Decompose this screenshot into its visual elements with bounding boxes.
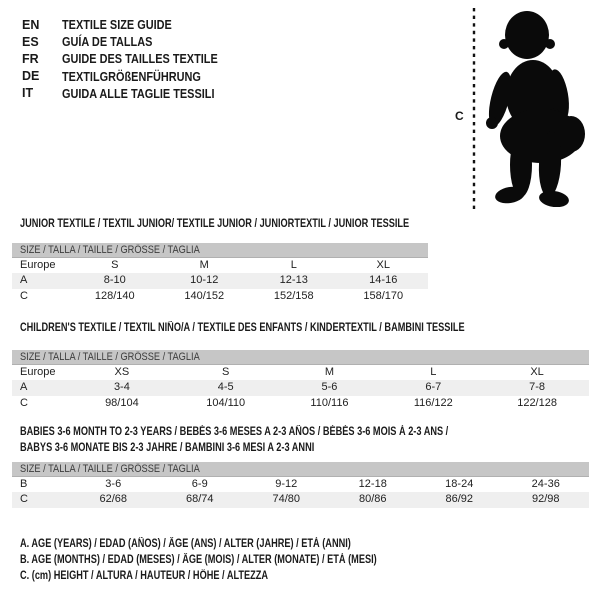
- baby-silhouette-icon: [483, 9, 595, 207]
- size-cell: 6-7: [425, 381, 442, 393]
- language-title: [62, 69, 227, 84]
- size-cell: L: [430, 365, 437, 378]
- size-cell: 158/170: [363, 289, 404, 302]
- size-cell: L: [290, 258, 297, 271]
- language-title-text: TEXTILE SIZE GUIDE: [62, 17, 172, 33]
- footnote-text: C. (cm) HEIGHT / ALTURA / HAUTEUR / HÖHE / ALTEZZA: [20, 569, 269, 582]
- language-row: [22, 16, 247, 33]
- size-header-text: SIZE / TALLA / TAILLE / GRÖSSE / TAGLIA: [20, 351, 200, 363]
- row-label: A: [20, 381, 28, 393]
- size-cell: 12-13: [279, 274, 308, 286]
- section-title-line: [20, 217, 506, 233]
- size-cell: 14-16: [369, 274, 398, 286]
- size-cell: 98/104: [105, 396, 139, 409]
- row-label: A: [20, 274, 28, 286]
- babies-size-table: [12, 462, 589, 508]
- language-title-text: GUIDE DES TAILLES TEXTILE: [62, 51, 218, 67]
- children-section-title: [20, 321, 576, 337]
- size-header-bar: [12, 350, 589, 365]
- table-row: [12, 477, 589, 493]
- size-cell: M: [199, 258, 209, 271]
- footnotes: [20, 537, 466, 584]
- language-title: [62, 86, 244, 101]
- language-code: DE: [22, 69, 40, 84]
- size-cell: 3-4: [113, 381, 130, 393]
- size-cell: 7-8: [529, 381, 546, 393]
- row-label: C: [20, 493, 28, 505]
- size-cell: XS: [114, 365, 130, 378]
- junior-size-table: [12, 243, 428, 304]
- size-cell: 80/86: [358, 493, 387, 505]
- language-title-text: GUÍA DE TALLAS: [62, 34, 153, 50]
- section-title-line: [20, 441, 555, 457]
- footnote-line: [20, 537, 466, 553]
- size-cell: 3-6: [105, 477, 122, 490]
- children-size-table: [12, 350, 589, 411]
- size-cell: 18-24: [445, 477, 474, 490]
- size-cell: 12-18: [358, 477, 387, 490]
- size-cell: XL: [376, 258, 390, 271]
- size-cell: 5-6: [321, 381, 338, 393]
- size-cell: 62/68: [99, 493, 128, 505]
- size-cell: S: [222, 365, 230, 378]
- size-cell: 24-36: [531, 477, 560, 490]
- table-row: [12, 273, 428, 289]
- size-cell: 8-10: [103, 274, 126, 286]
- language-title-text: TEXTILGRÖßENFÜHRUNG: [62, 68, 201, 84]
- language-row: [22, 50, 247, 67]
- footnote-line: [20, 553, 466, 569]
- junior-section-title: [20, 217, 506, 233]
- size-cell: 74/80: [272, 493, 301, 505]
- section-title-line: [20, 425, 555, 441]
- language-title: [62, 34, 170, 49]
- size-cell: 6-9: [191, 477, 208, 490]
- language-row: [22, 33, 247, 50]
- table-row: [12, 396, 589, 412]
- size-cell: S: [111, 258, 119, 271]
- size-cell: 128/140: [94, 289, 135, 302]
- language-code: FR: [22, 51, 39, 66]
- size-header-bar: [12, 243, 428, 258]
- section-title-text: BABYS 3-6 MONATE BIS 2-3 JAHRE / BAMBINI 3-6 MESI A 2-3 ANNI: [20, 441, 315, 454]
- size-header-bar: [12, 462, 589, 477]
- size-cell: 122/128: [517, 396, 557, 409]
- row-label: B: [20, 477, 28, 490]
- table-row: [12, 365, 589, 381]
- size-cell: 9-12: [275, 477, 298, 490]
- language-row: [22, 85, 247, 102]
- language-title: [62, 17, 193, 32]
- height-measure-label: C: [455, 109, 464, 123]
- section-title-text: CHILDREN'S TEXTILE / TEXTIL NIÑO/A / TEXTILE DES ENFANTS / KINDERTEXTIL / BAMBINI TESSILE: [20, 322, 465, 334]
- size-cell: 92/98: [531, 493, 560, 505]
- language-code: IT: [22, 86, 34, 101]
- babies-section-title: [20, 425, 555, 456]
- table-row: [12, 380, 589, 396]
- size-header-text: SIZE / TALLA / TAILLE / GRÖSSE / TAGLIA: [20, 463, 200, 475]
- size-cell: 140/152: [184, 289, 225, 302]
- size-cell: 68/74: [185, 493, 214, 505]
- table-row: [12, 492, 589, 508]
- size-cell: 152/158: [273, 289, 314, 302]
- row-label: Europe: [20, 258, 56, 271]
- size-cell: 116/122: [413, 396, 453, 409]
- size-cell: 10-12: [190, 274, 219, 286]
- size-cell: 4-5: [217, 381, 234, 393]
- row-label: Europe: [20, 365, 56, 378]
- language-code: EN: [22, 17, 40, 32]
- row-label: C: [20, 289, 28, 302]
- section-title-line: [20, 321, 576, 337]
- row-label: C: [20, 396, 28, 409]
- section-title-text: BABIES 3-6 MONTH TO 2-3 YEARS / BEBÉS 3-6 MESES A 2-3 AÑOS / BÉBÉS 3-6 MOIS À 2-3 ANS /: [20, 426, 449, 438]
- footnote-text: A. AGE (YEARS) / EDAD (AÑOS) / ÂGE (ANS) / ALTER (JAHRE) / ETÀ (ANNI): [20, 538, 351, 550]
- language-title-text: GUIDA ALLE TAGLIE TESSILI: [62, 85, 215, 101]
- footnote-text: B. AGE (MONTHS) / EDAD (MESES) / ÂGE (MOIS) / ALTER (MONATE) / ETÀ (MESI): [20, 553, 377, 566]
- size-cell: 110/116: [310, 396, 349, 409]
- language-list: [22, 16, 247, 102]
- size-cell: XL: [530, 365, 544, 378]
- size-header-text: SIZE / TALLA / TAILLE / GRÖSSE / TAGLIA: [20, 244, 200, 256]
- language-row: [22, 68, 247, 85]
- table-row: [12, 258, 428, 274]
- section-title-text: JUNIOR TEXTILE / TEXTIL JUNIOR/ TEXTILE JUNIOR / JUNIORTEXTIL / JUNIOR TESSILE: [20, 218, 410, 230]
- height-dashed-line: [472, 8, 476, 213]
- size-cell: 104/110: [206, 396, 246, 409]
- size-cell: 86/92: [445, 493, 474, 505]
- language-code: ES: [22, 34, 39, 49]
- footnote-line: [20, 569, 466, 585]
- language-title: [62, 51, 247, 66]
- size-cell: M: [324, 365, 335, 378]
- table-row: [12, 289, 428, 305]
